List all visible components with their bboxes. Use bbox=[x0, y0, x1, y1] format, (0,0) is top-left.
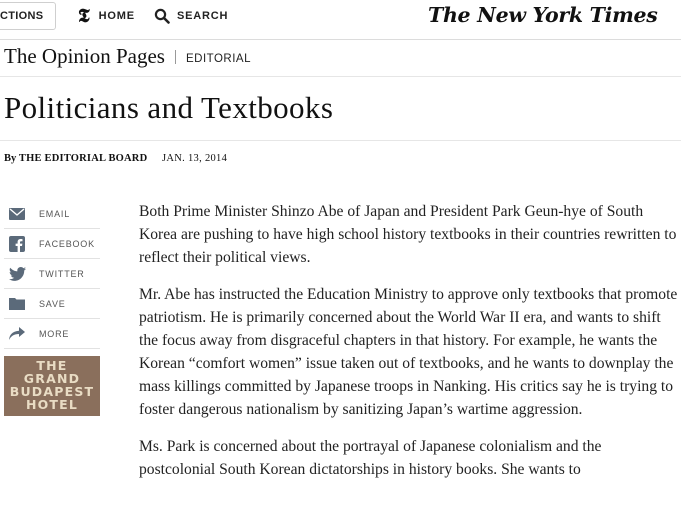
article-date: JAN. 13, 2014 bbox=[162, 153, 228, 164]
folder-icon bbox=[8, 296, 26, 312]
article-paragraph: Mr. Abe has instructed the Education Ministry to approve only textbooks that promote patriotism. He is primarily concerned about the World War II era, and wants to shift the focus away from disgraceful chapters in that history. For example, he wants the Korean “comfort women” issue taken out of textbooks, and he wants to downplay the mass killings committed by Japanese troops in Nanking. His critics say he is trying to foster dangerous nationalism by sanitizing Japan’s wartime aggression. bbox=[139, 286, 678, 418]
share-twitter-button[interactable] bbox=[4, 259, 100, 289]
share-label: FACEBOOK bbox=[39, 238, 95, 249]
advertisement[interactable] bbox=[4, 356, 100, 416]
more-share-button[interactable] bbox=[4, 319, 100, 349]
home-link[interactable] bbox=[78, 0, 135, 32]
byline-author[interactable]: THE EDITORIAL BOARD bbox=[18, 153, 148, 164]
byline bbox=[4, 153, 227, 164]
nyt-logo[interactable]: The New York Times bbox=[428, 3, 658, 27]
divider bbox=[0, 140, 681, 141]
share-tools bbox=[4, 199, 100, 349]
share-label: TWITTER bbox=[39, 268, 85, 279]
home-label: HOME bbox=[98, 10, 135, 22]
envelope-icon bbox=[8, 206, 26, 222]
share-email-button[interactable] bbox=[4, 199, 100, 229]
article-headline: Politicians and Textbooks bbox=[4, 90, 334, 125]
share-label: MORE bbox=[39, 328, 70, 339]
share-facebook-button[interactable] bbox=[4, 229, 100, 259]
twitter-icon bbox=[8, 266, 26, 282]
section-name-link[interactable]: The Opinion Pages bbox=[4, 44, 165, 68]
share-label: SAVE bbox=[39, 298, 66, 309]
section-divider bbox=[175, 50, 176, 64]
section-kicker[interactable]: EDITORIAL bbox=[185, 52, 251, 65]
article-paragraph: Both Prime Minister Shinzo Abe of Japan and President Park Geun-hye of South Korea are pushing to have high school history textbooks in their countries rewritten to reflect their political views. bbox=[139, 203, 677, 266]
divider bbox=[0, 76, 681, 77]
byline-prefix: By bbox=[4, 153, 17, 164]
sections-button[interactable] bbox=[0, 2, 56, 30]
search-link[interactable] bbox=[154, 0, 228, 32]
search-label: SEARCH bbox=[177, 10, 229, 22]
section-header bbox=[4, 44, 251, 69]
ad-text: THE GRAND BUDAPEST HOTEL bbox=[9, 358, 95, 412]
nyt-t-icon: 𝕿 bbox=[78, 5, 90, 27]
search-icon bbox=[154, 8, 170, 24]
share-label: EMAIL bbox=[39, 208, 71, 219]
facebook-icon bbox=[8, 236, 26, 252]
article-body bbox=[139, 200, 679, 495]
save-button[interactable] bbox=[4, 289, 100, 319]
masthead-bar bbox=[0, 0, 681, 40]
sections-label: CTIONS bbox=[0, 10, 44, 22]
share-arrow-icon bbox=[8, 326, 26, 342]
article-paragraph: Ms. Park is concerned about the portrayal of Japanese colonialism and the postcolonial South Korean dictatorships in history books. She wants to bbox=[139, 438, 602, 478]
